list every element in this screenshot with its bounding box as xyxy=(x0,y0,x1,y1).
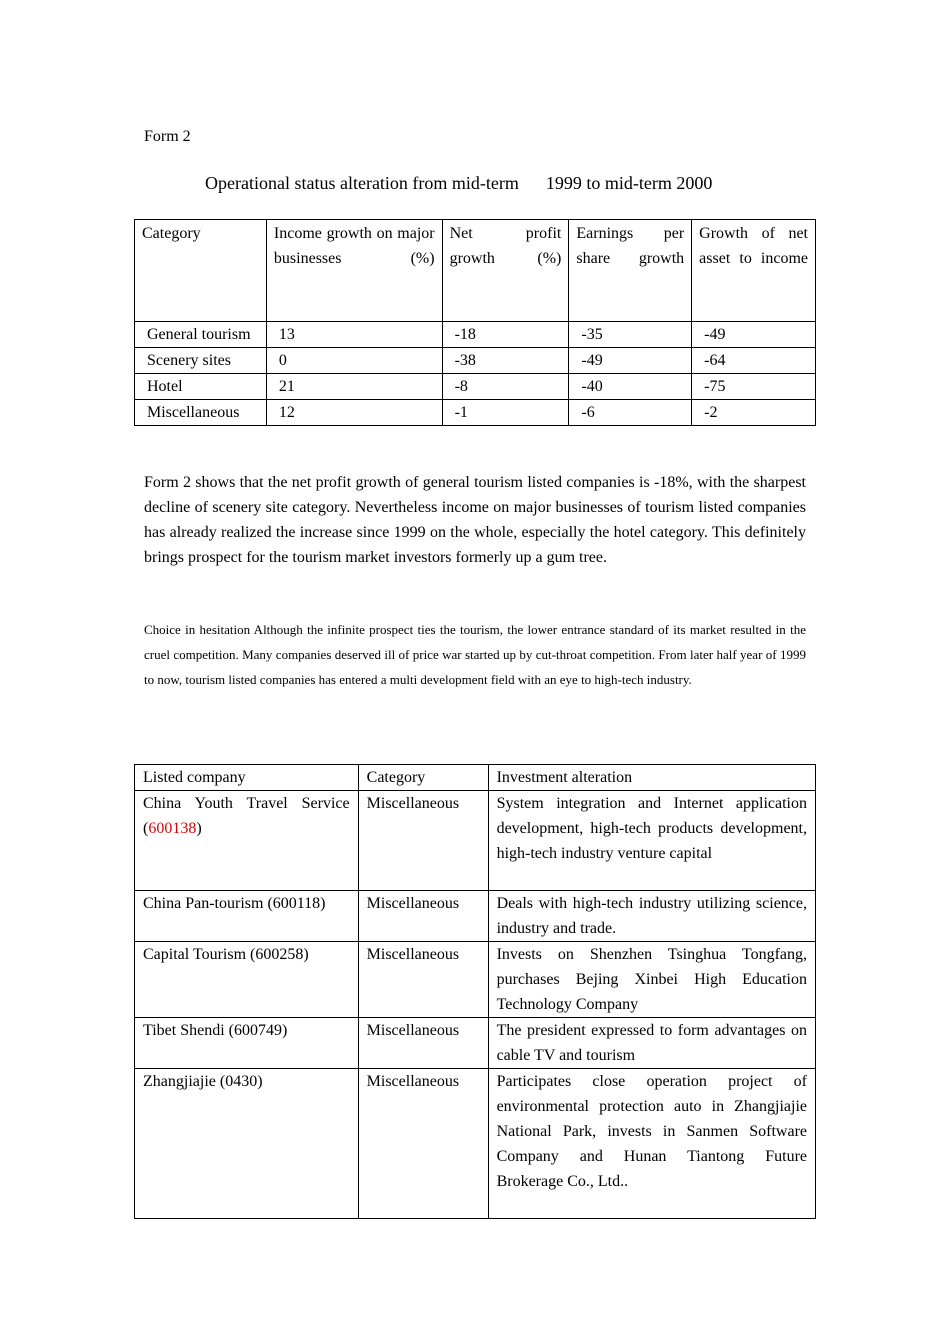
table-row xyxy=(135,400,816,426)
operational-status-table xyxy=(134,219,816,426)
table-cell: -6 xyxy=(569,400,692,426)
header-cell: Investment alteration xyxy=(488,765,815,791)
investment-cell: The president expressed to form advantages on cable TV and tourism xyxy=(488,1018,815,1069)
category-cell: Miscellaneous xyxy=(358,942,488,1018)
form-label: Form 2 xyxy=(144,128,191,145)
company-cell: Tibet Shendi (600749) xyxy=(135,1018,359,1069)
category-cell: Miscellaneous xyxy=(358,891,488,942)
table-cell: Scenery sites xyxy=(135,348,267,374)
header-cell: Net profit growth (%) xyxy=(442,220,569,322)
header-cell: Earnings per share growth xyxy=(569,220,692,322)
table-cell: -40 xyxy=(569,374,692,400)
table-cell: Miscellaneous xyxy=(135,400,267,426)
table-cell: -38 xyxy=(442,348,569,374)
category-cell: Miscellaneous xyxy=(358,1018,488,1069)
analysis-paragraph: Form 2 shows that the net profit growth of general tourism listed companies is -18%, with the sharpest decline of scenery site category. Nevertheless income on major businesses of tourism listed companies has already realized the increase since 1999 on the whole, especially the hotel category. This definitely brings prospect for the tourism market investors formerly up a gum tree. xyxy=(144,474,806,566)
table-cell: -49 xyxy=(692,322,816,348)
table-cell: 13 xyxy=(266,322,442,348)
investment-cell: Invests on Shenzhen Tsinghua Tongfang, purchases Bejing Xinbei High Education Technology Company xyxy=(488,942,815,1018)
table-row xyxy=(135,1018,816,1069)
company-cell: Zhangjiajie (0430) xyxy=(135,1069,359,1219)
table-title: Operational status alteration from mid-term 1999 to mid-term 2000 xyxy=(205,173,713,193)
table-cell: Hotel xyxy=(135,374,267,400)
category-cell: Miscellaneous xyxy=(358,1069,488,1219)
header-cell: Category xyxy=(135,220,267,322)
company-cell: China Youth Travel Service (600138) xyxy=(135,791,359,891)
table-cell: -2 xyxy=(692,400,816,426)
table-cell: 21 xyxy=(266,374,442,400)
table-row xyxy=(135,1069,816,1219)
investment-cell: Participates close operation project of environmental protection auto in Zhangjiajie National Park, invests in Sanmen Software Company and Hunan Tiantong Future Brokerage Co., Ltd.. xyxy=(488,1069,815,1219)
header-cell: Income growth on major businesses (%) xyxy=(266,220,442,322)
table-cell: -75 xyxy=(692,374,816,400)
header-cell: Growth of net asset to income xyxy=(692,220,816,322)
table-row xyxy=(135,942,816,1018)
table-cell: -49 xyxy=(569,348,692,374)
table-cell: -8 xyxy=(442,374,569,400)
table-row xyxy=(135,322,816,348)
table-row xyxy=(135,374,816,400)
investment-table xyxy=(134,764,816,1219)
table-cell: -64 xyxy=(692,348,816,374)
table-header-row xyxy=(135,220,816,322)
table-row xyxy=(135,891,816,942)
table-cell: 0 xyxy=(266,348,442,374)
table-row xyxy=(135,791,816,891)
table-cell: 12 xyxy=(266,400,442,426)
table-header-row xyxy=(135,765,816,791)
investment-cell: System integration and Internet application development, high-tech products development, high-tech industry venture capital xyxy=(488,791,815,891)
company-cell: China Pan-tourism (600118) xyxy=(135,891,359,942)
stock-code: 600138 xyxy=(148,820,197,837)
table-cell: -35 xyxy=(569,322,692,348)
table-row xyxy=(135,348,816,374)
investment-cell: Deals with high-tech industry utilizing science, industry and trade. xyxy=(488,891,815,942)
table-cell: -18 xyxy=(442,322,569,348)
company-cell: Capital Tourism (600258) xyxy=(135,942,359,1018)
header-cell: Listed company xyxy=(135,765,359,791)
category-cell: Miscellaneous xyxy=(358,791,488,891)
table-cell: General tourism xyxy=(135,322,267,348)
header-cell: Category xyxy=(358,765,488,791)
hesitation-paragraph: Choice in hesitation Although the infinite prospect ties the tourism, the lower entrance standard of its market resulted in the cruel competition. Many companies deserved ill of price war started up by cut-throat competition. From later half year of 1999 to now, tourism listed companies has entered a multi development field with an eye to high-tech industry. xyxy=(144,622,806,687)
table-cell: -1 xyxy=(442,400,569,426)
